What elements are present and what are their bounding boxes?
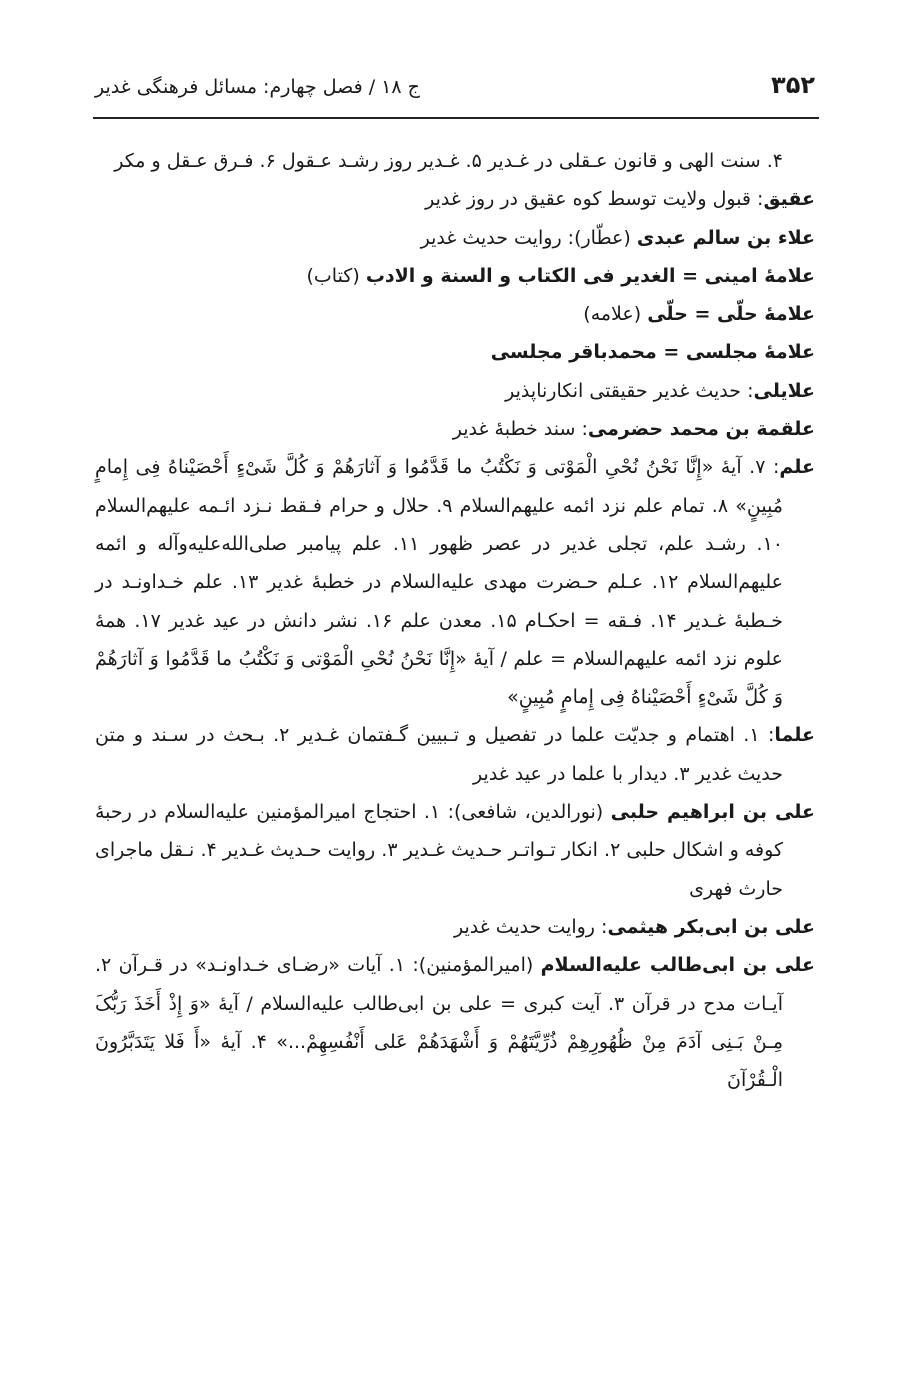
entry-term: علما bbox=[774, 724, 815, 747]
entry-term: علایلی bbox=[753, 379, 815, 402]
index-entry bbox=[95, 448, 815, 716]
entry-text: : حدیث غدیر حقیقتی انکارناپذیر bbox=[505, 379, 754, 402]
entry-text: (امیرالمؤمنین): ۱. آیات «رضـای خـداونـد» در قـرآن ۲. آیـات مدح در قرآن ۳. آیت کبری = علی بن ابی‌طالب علیه‌السلام / آیهٔ «وَ إِذْ أَخَذَ رَبُّکَ مِـنْ بَـنِی آدَمَ مِنْ ظُهُورِهِمْ ذُرِّیَّتَهُمْ وَ أَشْهَدَهُمْ عَلی أَنْفُسِهِمْ...» ۴. آیهٔ «أَ فَلا یَتَدَبَّرُونَ الْـقُرْآنَ bbox=[95, 954, 784, 1092]
entry-term: علامهٔ مجلسی = محمدباقر مجلسی bbox=[490, 341, 815, 364]
index-entry bbox=[95, 333, 815, 371]
entry-text: (علامه) bbox=[583, 303, 648, 326]
entry-term: علی بن ابراهیم حلبی bbox=[610, 801, 815, 824]
index-entry bbox=[95, 180, 815, 218]
entry-text: (نورالدین، شافعی): ۱. احتجاج امیرالمؤمنین علیه‌السلام در رحبهٔ کوفه و اشکال حلبی ۲. انکار تـواتـر حـدیث غـدیر ۳. روایت حـدیث غـدیر ۴. نـقل ماجرای حارث فهری bbox=[95, 801, 784, 900]
entry-text: : سند خطبهٔ غدیر bbox=[452, 418, 588, 441]
entry-term: علقمة بن محمد حضرمی bbox=[587, 418, 815, 441]
entry-term: عقیق bbox=[763, 188, 815, 211]
entry-term: علاء بن سالم عبدی bbox=[636, 226, 815, 249]
entry-term: علی بن ابی‌طالب علیه‌السلام bbox=[540, 954, 815, 977]
header-rule bbox=[93, 117, 819, 119]
running-header bbox=[95, 62, 815, 112]
entry-text: ۴. سنت الهی و قانون عـقلی در غـدیر ۵. غـدیر روز رشـد عـقول ۶. فـرق عـقل و مکر bbox=[114, 150, 783, 172]
entry-text: : قبول ولایت توسط کوه عقیق در روز غدیر bbox=[425, 188, 764, 211]
entry-text: : ۱. اهتمام و جدیّت علما در تفصیل و تـبیین گـفتمان غـدیر ۲. بـحث در سـند و متن حدیث غدیر ۳. دیدار با علما در عید غدیر bbox=[95, 724, 783, 785]
index-entry bbox=[95, 257, 815, 295]
entry-text: : روایت حدیث غدیر bbox=[453, 915, 608, 938]
entry-term: علی بن ابی‌بکر هیثمی bbox=[607, 915, 815, 938]
index-entry bbox=[95, 793, 815, 908]
index-entries bbox=[95, 142, 815, 1099]
index-entry bbox=[95, 142, 815, 180]
entry-text: (عطّار): روایت حدیث غدیر bbox=[420, 226, 637, 249]
entry-text: : ۷. آیهٔ «إِنَّا نَحْنُ نُحْیِ الْمَوْتی وَ نَکْتُبُ ما قَدَّمُوا وَ آثارَهُمْ وَ کُلَّ شَیْءٍ أَحْصَیْناهُ فِی إِمامٍ مُبِینٍ» ۸. تمام علم نزد ائمه علیهم‌السلام ۹. حلال و حرام فـقط نـزد ائـمه علیهم‌السلام ۱۰. رشـد علم، تجلی غدیر در عصر ظهور ۱۱. علم پیامبر صلی‌الله‌علیه‌وآله و ائمه علیهم‌السلام ۱۲. عـلم حـضرت مهدی علیه‌السلام در خطبهٔ غدیر ۱۳. علم خـداونـد در خـطبهٔ غـدیر ۱۴. فـقه = احکـام ۱۵. معدن علم ۱۶. نشر دانش در عید غدیر ۱۷. همهٔ علوم نزد ائمه علیهم‌السلام = علم / آیهٔ «إِنَّا نَحْنُ نُحْیِ الْمَوْتی وَ نَکْتُبُ ما قَدَّمُوا وَ آثارَهُمْ وَ کُلَّ شَیْءٍ أَحْصَیْناهُ فِی إِمامٍ مُبِینٍ» bbox=[95, 456, 784, 709]
entry-term: علامهٔ حلّی = حلّی bbox=[647, 303, 815, 326]
index-entry bbox=[95, 946, 815, 1099]
index-entry bbox=[95, 716, 815, 793]
entry-term: علم bbox=[779, 456, 815, 479]
index-entry bbox=[95, 410, 815, 448]
index-entry bbox=[95, 295, 815, 333]
entry-text: (کتاب) bbox=[306, 264, 366, 287]
entry-term: علامهٔ امینی = الغدیر فی الکتاب و السنة و الادب bbox=[365, 264, 815, 287]
page-number: ۳۵۲ bbox=[771, 71, 815, 99]
running-title: ج ۱۸ / فصل چهارم: مسائل فرهنگی غدیر bbox=[95, 76, 420, 98]
index-entry bbox=[95, 908, 815, 946]
index-entry bbox=[95, 372, 815, 410]
index-entry bbox=[95, 219, 815, 257]
